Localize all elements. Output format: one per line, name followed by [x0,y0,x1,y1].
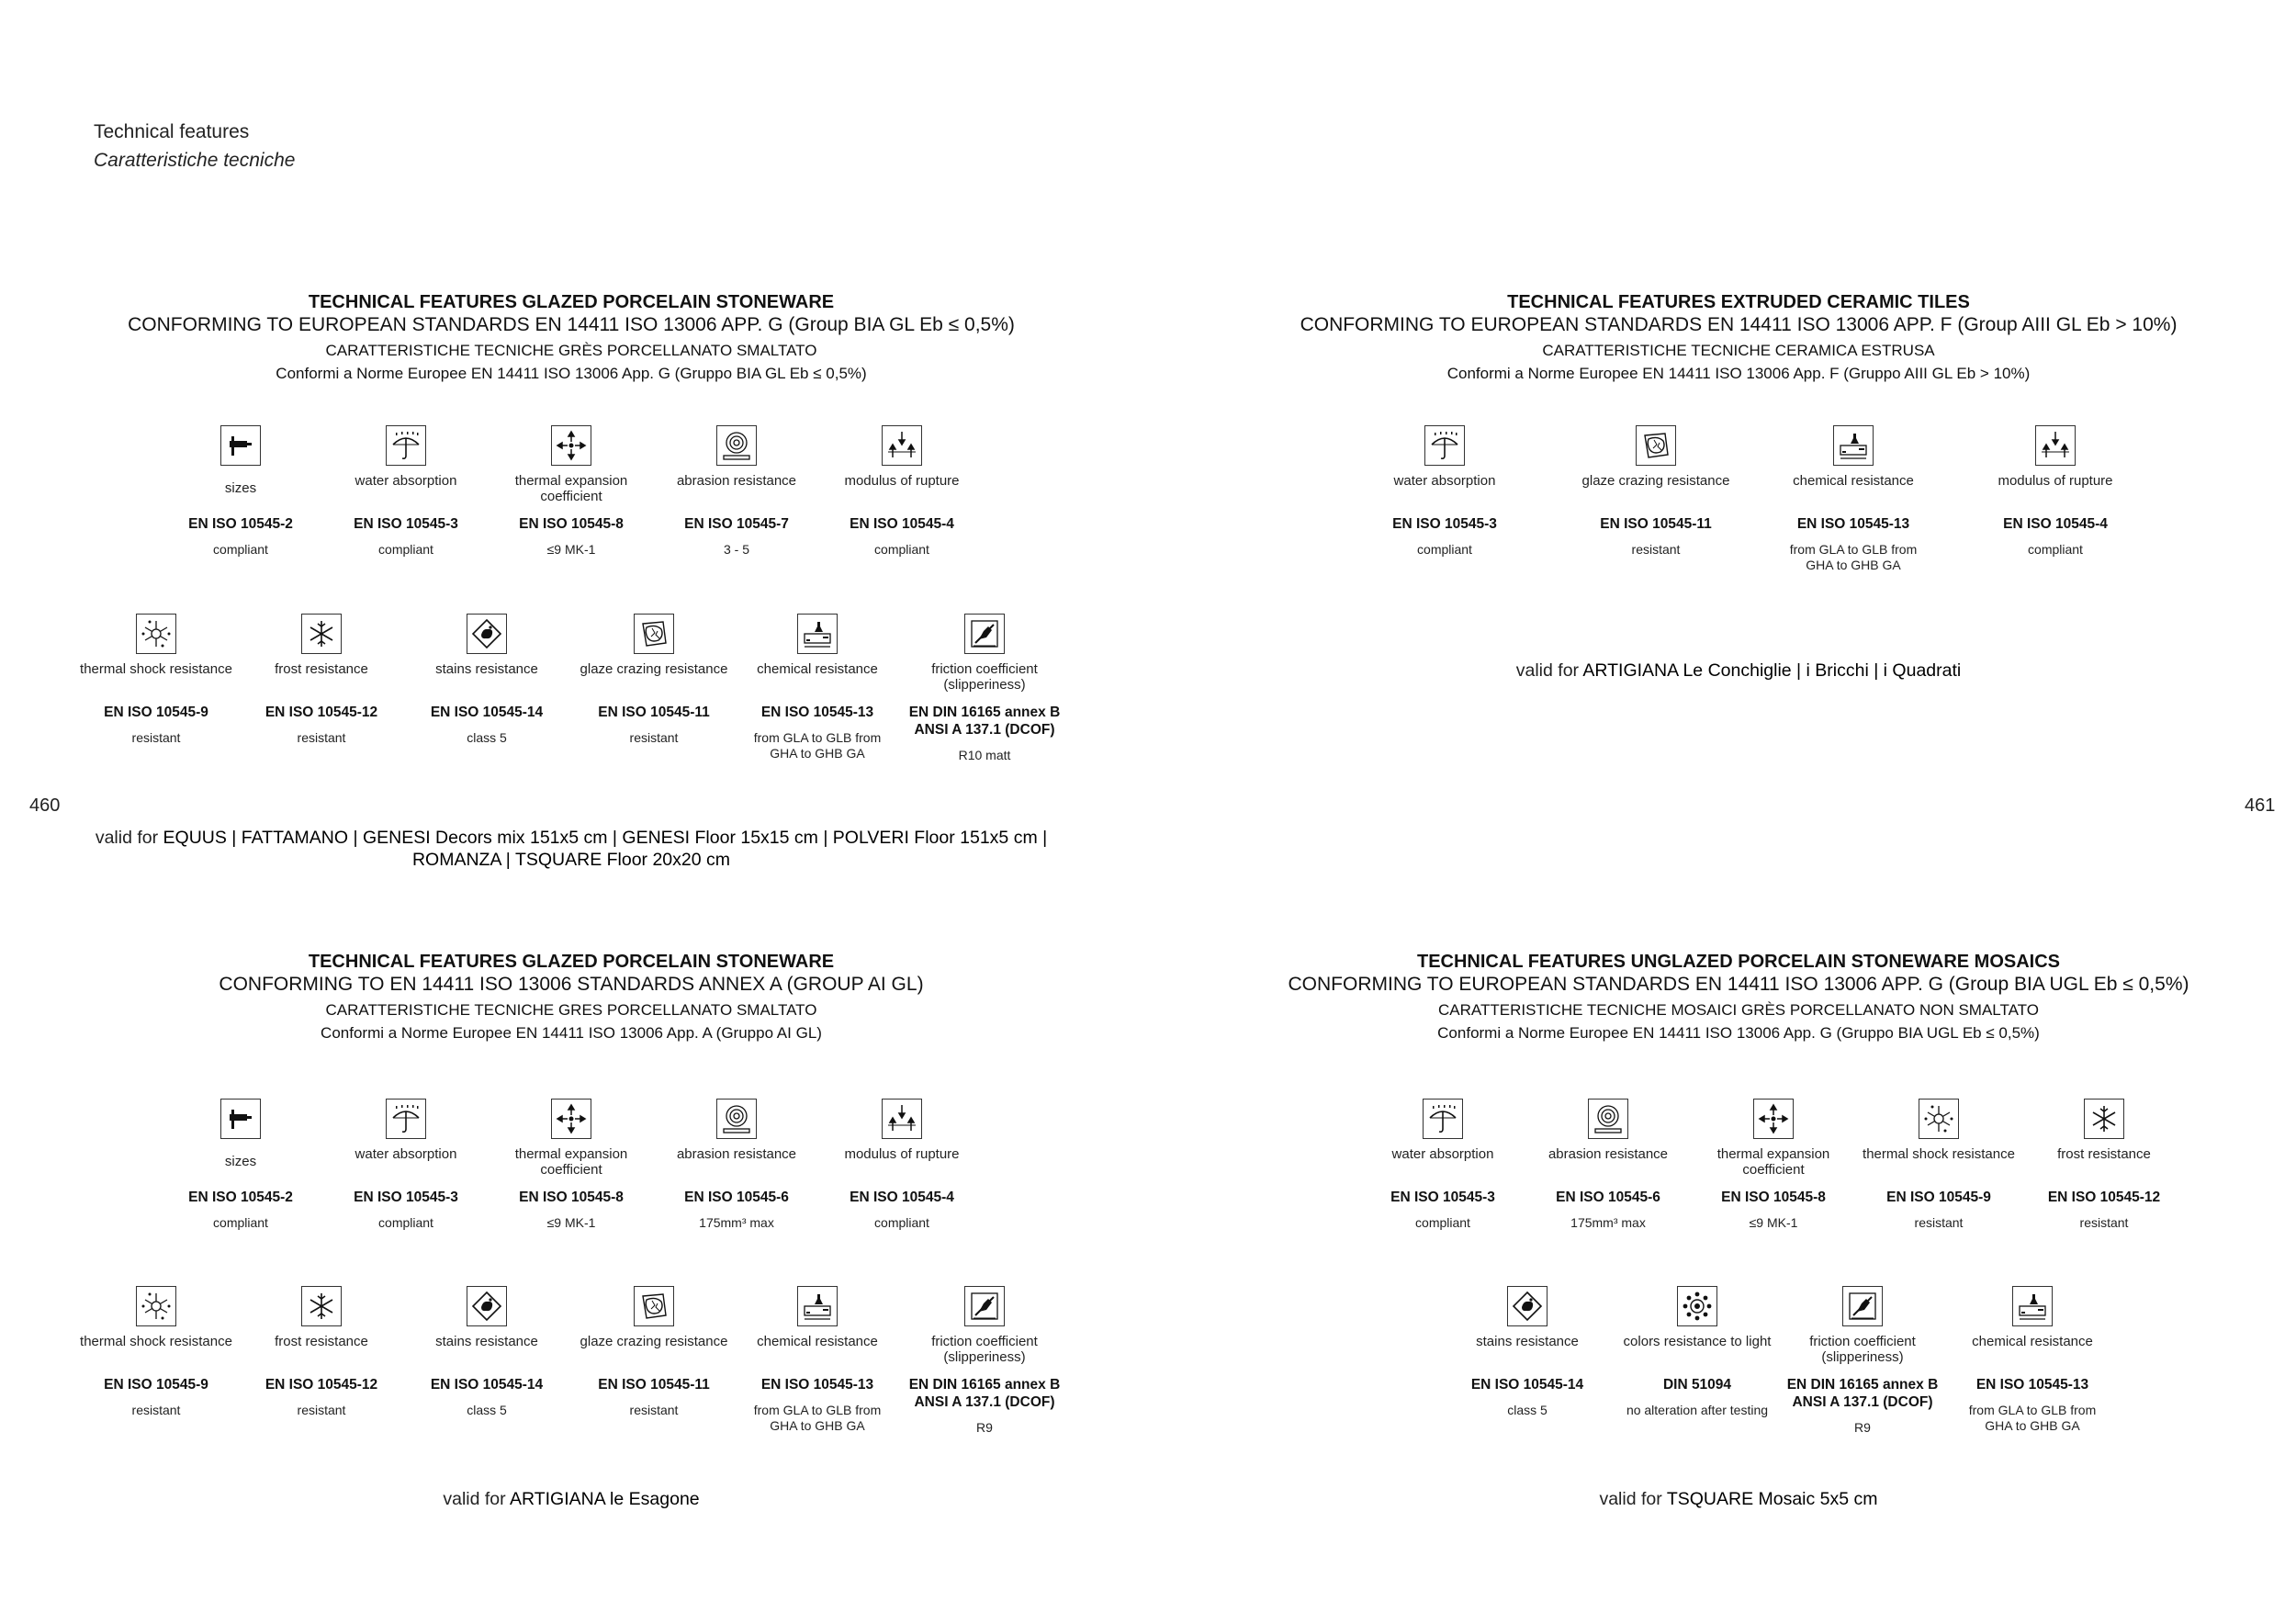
feature-value: no alteration after testing [1626,1403,1769,1417]
rupture-icon [884,427,920,464]
feature-standard: EN ISO 10545-6 [684,1190,789,1205]
feature-standard: EN ISO 10545-11 [1600,516,1712,532]
valid-products: ARTIGIANA le Esagone [509,1489,700,1509]
feature-label: water absorption [1391,1146,1494,1162]
thermal-shock-icon [138,615,174,652]
thermal-shock-icon-box [136,614,176,654]
rupture-icon [2037,427,2074,464]
feature-label: water absorption [355,473,457,489]
feature-value: from GLA to GLB from GHA to GHB GA [753,1403,882,1433]
friction-icon [966,1288,1003,1325]
feature-value: 175mm³ max [699,1215,774,1230]
feature-label: frost resistance [275,1334,368,1349]
features-row [1275,425,2202,627]
feature-value: resistant [629,1403,679,1417]
snowflake-icon-box [301,1286,342,1326]
thermal-shock-icon-box [1919,1099,1959,1139]
feature-value: ≤9 MK-1 [546,542,596,557]
feature-standard: EN ISO 10545-11 [598,1377,710,1393]
feature-value: resistant [2079,1215,2129,1230]
feature-standard: EN ISO 10545-6 [1556,1190,1660,1205]
feature-value: from GLA to GLB from GHA to GHB GA [1968,1403,2097,1433]
friction-icon-box [964,614,1005,654]
feature-standard: EN ISO 10545-7 [684,516,789,532]
panel-subtitle: CONFORMING TO EUROPEAN STANDARDS EN 14411 ISO 13006 APP. F (Group AIII GL Eb > 10%) [1300,314,2178,335]
feature-label: modulus of rupture [1998,473,2113,489]
feature-value: ≤9 MK-1 [546,1215,596,1230]
feature-standard: EN ISO 10545-8 [519,1190,624,1205]
feature-label: sizes [224,480,257,496]
friction-icon [966,615,1003,652]
feature-label: chemical resistance [1972,1334,2093,1349]
chemical-icon-box [797,614,838,654]
feature-value: ≤9 MK-1 [1749,1215,1798,1230]
page-number-right: 461 [2245,795,2276,816]
panel-unglazed-mosaics [1275,952,2202,1521]
feature-value: compliant [1415,1215,1470,1230]
rupture-icon-box [882,425,922,466]
feature-standard: EN ISO 10545-2 [188,516,293,532]
caliper-icon [222,1100,259,1137]
stain-icon-box [1507,1286,1548,1326]
feature-label: sizes [224,1154,257,1169]
feature-standard: EN ISO 10545-8 [1721,1190,1826,1205]
feature-standard: EN ISO 10545-3 [1392,516,1497,532]
feature-value: resistant [297,1403,346,1417]
thermal-shock-icon-box [136,1286,176,1326]
valid-prefix: valid for [1515,660,1580,681]
feature-standard: EN ISO 10545-3 [354,516,458,532]
feature-standard: EN ISO 10545-12 [264,1377,378,1393]
stain-icon [468,1288,505,1325]
glaze-crazing-icon-box [634,1286,674,1326]
feature-label: chemical resistance [757,661,878,677]
features-row [57,1286,1086,1488]
page-number-left: 460 [29,795,61,816]
thermal-expansion-icon-box [551,1099,591,1139]
valid-prefix: valid for [95,828,159,848]
feature-label: thermal shock resistance [80,1334,232,1349]
stain-icon-box [467,614,507,654]
feature-value: compliant [1417,542,1472,557]
feature-value: resistant [131,1403,181,1417]
feature-value: resistant [1914,1215,1964,1230]
feature-value: R10 matt [958,748,1011,762]
feature-value: compliant [378,1215,433,1230]
feature-label: glaze crazing resistance [580,1334,728,1349]
stain-icon [468,615,505,652]
feature-label: modulus of rupture [844,473,960,489]
panel-title-it: CARATTERISTICHE TECNICHE MOSAICI GRÈS PORCELLANATO NON SMALTATO [1438,1001,2039,1019]
abrasion-icon-box [716,425,757,466]
feature-value: resistant [629,730,679,745]
chemical-icon [799,1288,836,1325]
thermal-shock-icon [1920,1100,1957,1137]
features-row [57,1099,1086,1301]
feature-label: glaze crazing resistance [580,661,728,677]
umbrella-icon-box [1423,1099,1463,1139]
feature-value: from GLA to GLB from GHA to GHB GA [1789,542,1918,572]
friction-icon-box [1842,1286,1883,1326]
valid-for [1275,1488,2202,1510]
chemical-icon-box [1833,425,1874,466]
chemical-icon [2014,1288,2051,1325]
feature-standard: EN ISO 10545-12 [264,705,378,720]
feature-label: thermal shock resistance [80,661,232,677]
caliper-icon-box [220,1099,261,1139]
glaze-crazing-icon-box [634,614,674,654]
feature-standard: EN ISO 10545-2 [188,1190,293,1205]
snowflake-icon [2086,1100,2122,1137]
abrasion-icon [718,1100,755,1137]
panel-subtitle-it: Conformi a Norme Europee EN 14411 ISO 13006 App. A (Gruppo AI GL) [321,1024,822,1042]
abrasion-icon-box [716,1099,757,1139]
panel-title-it: CARATTERISTICHE TECNICHE CERAMICA ESTRUSA [1542,342,1935,359]
panel-subtitle-it: Conformi a Norme Europee EN 14411 ISO 13006 App. G (Gruppo BIA UGL Eb ≤ 0,5%) [1437,1024,2040,1042]
header-title-en: Technical features [94,121,250,142]
thermal-expansion-icon-box [551,425,591,466]
valid-for [1275,660,2202,682]
glaze-crazing-icon-box [1636,425,1676,466]
features-row [57,425,1086,627]
header-title-it: Caratteristiche tecniche [94,150,296,171]
feature-standard: EN ISO 10545-13 [760,705,874,720]
feature-label: water absorption [1393,473,1496,489]
light-icon-box [1677,1286,1717,1326]
feature-value: compliant [213,542,268,557]
feature-value: 175mm³ max [1570,1215,1646,1230]
feature-standard: EN ISO 10545-13 [1975,1377,2089,1393]
feature-standard: EN ISO 10545-14 [430,1377,544,1393]
features-row [1275,1099,2202,1301]
abrasion-icon [718,427,755,464]
feature-label: glaze crazing resistance [1581,473,1730,489]
glaze-crazing-icon [636,615,672,652]
feature-value: compliant [874,1215,929,1230]
feature-label: stains resistance [435,1334,538,1349]
valid-prefix: valid for [443,1489,506,1509]
panel-title-it: CARATTERISTICHE TECNICHE GRES PORCELLANATO SMALTATO [325,1001,817,1019]
panel-title: TECHNICAL FEATURES UNGLAZED PORCELAIN STONEWARE MOSAICS [1416,952,2061,972]
feature-label: thermal expansion coefficient [514,1146,628,1178]
feature-label: abrasion resistance [676,473,797,489]
thermal-expansion-icon [1755,1100,1792,1137]
feature-value: compliant [213,1215,268,1230]
panel-subtitle: CONFORMING TO EUROPEAN STANDARDS EN 14411 ISO 13006 APP. G (Group BIA GL Eb ≤ 0,5%) [128,314,1015,335]
rupture-icon-box [2035,425,2076,466]
stain-icon [1509,1288,1546,1325]
valid-prefix: valid for [1599,1489,1662,1509]
feature-value: class 5 [467,730,507,745]
rupture-icon [884,1100,920,1137]
feature-label: friction coefficient (slipperiness) [931,661,1038,693]
snowflake-icon-box [2084,1099,2124,1139]
thermal-expansion-icon [553,1100,590,1137]
feature-standard: EN ISO 10545-4 [850,516,954,532]
umbrella-icon [388,1100,424,1137]
feature-standard: EN ISO 10545-9 [104,705,208,720]
panel-glazed-porcelain [57,292,1086,880]
panel-subtitle-it: Conformi a Norme Europee EN 14411 ISO 13006 App. F (Gruppo AIII GL Eb > 10%) [1446,365,2031,382]
chemical-icon-box [797,1286,838,1326]
panel-extruded-ceramic [1275,292,2202,696]
snowflake-icon-box [301,614,342,654]
feature-label: thermal expansion coefficient [514,473,628,504]
feature-standard: EN ISO 10545-9 [104,1377,208,1393]
feature-standard: EN DIN 16165 annex B ANSI A 137.1 (DCOF) [908,1377,1061,1410]
snowflake-icon [303,615,340,652]
friction-icon [1844,1288,1881,1325]
umbrella-icon [1426,427,1463,464]
thermal-shock-icon [138,1288,174,1325]
feature-label: thermal expansion coefficient [1716,1146,1830,1178]
features-row [1275,1286,2202,1488]
feature-standard: EN DIN 16165 annex B ANSI A 137.1 (DCOF) [1786,1377,1939,1410]
feature-label: frost resistance [275,661,368,677]
panel-title: TECHNICAL FEATURES EXTRUDED CERAMIC TILES [1507,292,1970,312]
chemical-icon [1835,427,1872,464]
feature-value: from GLA to GLB from GHA to GHB GA [753,730,882,761]
feature-standard: EN DIN 16165 annex B ANSI A 137.1 (DCOF) [908,705,1061,738]
feature-standard: EN ISO 10545-14 [1470,1377,1584,1393]
panel-title-it: CARATTERISTICHE TECNICHE GRÈS PORCELLANATO SMALTATO [325,342,817,359]
feature-label: water absorption [355,1146,457,1162]
caliper-icon [222,427,259,464]
umbrella-icon [1424,1100,1461,1137]
feature-standard: EN ISO 10545-13 [760,1377,874,1393]
glaze-crazing-icon [636,1288,672,1325]
feature-label: stains resistance [435,661,538,677]
feature-value: R9 [1854,1420,1871,1435]
glaze-crazing-icon [1638,427,1674,464]
umbrella-icon-box [386,425,426,466]
feature-value: compliant [378,542,433,557]
feature-value: resistant [297,730,346,745]
feature-value: resistant [1631,542,1681,557]
feature-value: resistant [131,730,181,745]
abrasion-icon [1590,1100,1626,1137]
feature-value: R9 [976,1420,993,1435]
feature-label: stains resistance [1476,1334,1579,1349]
panel-subtitle: CONFORMING TO EUROPEAN STANDARDS EN 14411 ISO 13006 APP. G (Group BIA UGL Eb ≤ 0,5%) [1288,974,2189,995]
feature-value: class 5 [467,1403,507,1417]
feature-standard: EN ISO 10545-3 [354,1190,458,1205]
caliper-icon-box [220,425,261,466]
panel-subtitle: CONFORMING TO EN 14411 ISO 13006 STANDARDS ANNEX A (GROUP AI GL) [219,974,924,995]
feature-standard: EN ISO 10545-9 [1886,1190,1991,1205]
thermal-expansion-icon-box [1753,1099,1794,1139]
umbrella-icon [388,427,424,464]
feature-standard: EN ISO 10545-3 [1390,1190,1495,1205]
snowflake-icon [303,1288,340,1325]
light-icon [1679,1288,1716,1325]
feature-label: colors resistance to light [1623,1334,1772,1349]
umbrella-icon-box [1424,425,1465,466]
valid-products: TSQUARE Mosaic 5x5 cm [1666,1489,1878,1509]
feature-label: thermal shock resistance [1863,1146,2015,1162]
panel-title: TECHNICAL FEATURES GLAZED PORCELAIN STONEWARE [308,292,835,312]
valid-products: EQUUS | FATTAMANO | GENESI Decors mix 151x5 cm | GENESI Floor 15x15 cm | POLVERI Floor 151x5 cm | ROMANZA | TSQUARE Floor 20x20 cm [163,828,1048,870]
feature-label: abrasion resistance [676,1146,797,1162]
panel-title: TECHNICAL FEATURES GLAZED PORCELAIN STONEWARE [308,952,835,972]
feature-standard: EN ISO 10545-11 [598,705,710,720]
panel-glazed-porcelain-annex-a [57,952,1086,1521]
rupture-icon-box [882,1099,922,1139]
feature-label: friction coefficient (slipperiness) [1809,1334,1916,1365]
feature-label: chemical resistance [757,1334,878,1349]
feature-value: 3 - 5 [723,542,749,557]
feature-standard: DIN 51094 [1662,1377,1732,1393]
valid-for [57,1488,1086,1510]
feature-standard: EN ISO 10545-4 [2003,516,2108,532]
feature-value: class 5 [1507,1403,1548,1417]
feature-label: modulus of rupture [844,1146,960,1162]
feature-standard: EN ISO 10545-4 [850,1190,954,1205]
chemical-icon-box [2012,1286,2053,1326]
feature-standard: EN ISO 10545-13 [1796,516,1910,532]
feature-standard: EN ISO 10545-8 [519,516,624,532]
valid-for [57,827,1086,871]
feature-label: chemical resistance [1793,473,1914,489]
chemical-icon [799,615,836,652]
feature-label: frost resistance [2057,1146,2151,1162]
feature-label: abrasion resistance [1548,1146,1669,1162]
stain-icon-box [467,1286,507,1326]
feature-label: friction coefficient (slipperiness) [931,1334,1038,1365]
page-header [94,118,295,175]
friction-icon-box [964,1286,1005,1326]
feature-value: compliant [2028,542,2083,557]
feature-value: compliant [874,542,929,557]
abrasion-icon-box [1588,1099,1628,1139]
valid-products: ARTIGIANA Le Conchiglie | i Bricchi | i Quadrati [1582,660,1962,681]
panel-subtitle-it: Conformi a Norme Europee EN 14411 ISO 13006 App. G (Gruppo BIA GL Eb ≤ 0,5%) [276,365,867,382]
umbrella-icon-box [386,1099,426,1139]
feature-standard: EN ISO 10545-12 [2047,1190,2161,1205]
features-row [57,614,1086,816]
thermal-expansion-icon [553,427,590,464]
feature-standard: EN ISO 10545-14 [430,705,544,720]
